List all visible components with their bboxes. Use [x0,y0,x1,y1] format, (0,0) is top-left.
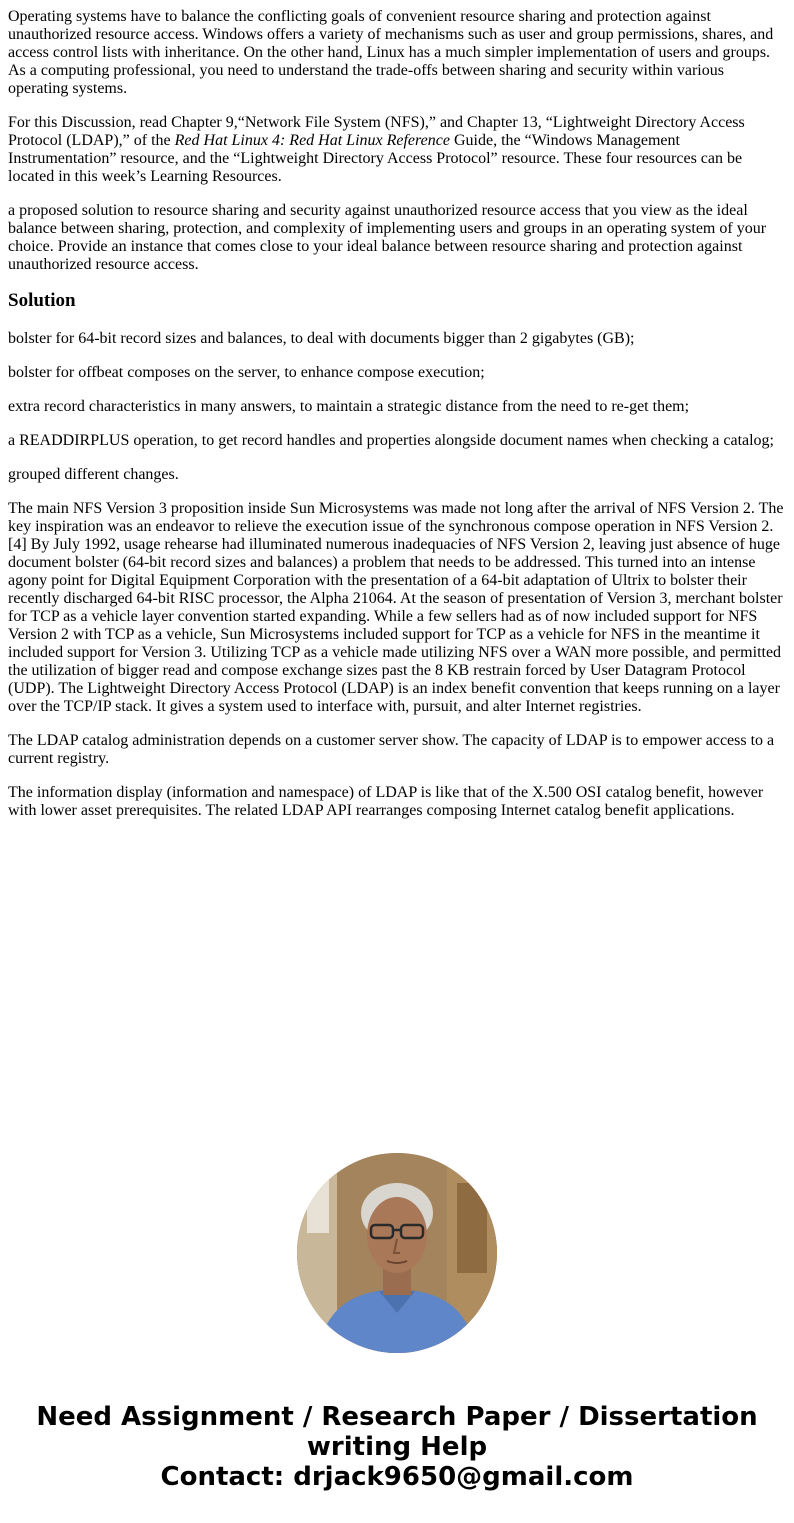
solution-paragraph: The information display (information and namespace) of LDAP is like that of the X.500 OSI catalog benefit, however with lower asset prerequisites. The related LDAP API rearranges composing Internet catalog benefit applications. [8,784,764,819]
author-avatar [297,1153,497,1353]
guide-title: Red Hat Linux 4: Red Hat Linux Reference [174,132,450,149]
banner-line-2: writing Help [306,1432,488,1462]
banner-contact-email: Contact: drjack9650@gmail.com [160,1462,634,1492]
document-body [8,8,786,836]
contact-banner [0,1402,794,1492]
question-paragraph-3: a proposed solution to resource sharing and security against unauthorized resource access that you view as the ideal balance between sharing, protection, and complexity of implementing users and groups in an operating system of your choice. Provide an instance that comes close to your ideal balance between resource sharing and protection against unauthorized resource access. [8,202,767,273]
author-portrait-icon [297,1153,497,1353]
question-paragraph-1: Operating systems have to balance the conflicting goals of convenient resource sharing and protection against unauthorized resource access. Windows offers a variety of mechanisms such as user and group permissions, shares, and access control lists with inheritance. On the other hand, Linux has a much simpler implementation of users and groups. As a computing professional, you need to understand the trade-offs between sharing and security within various operating systems. [8,8,774,97]
question-paragraph-2-text-a: For this Discussion, read Chapter 9,“Network File System (NFS),” and Chapter 13, “Lightweight Directory Access Protocol (LDAP),” of the [8,114,745,149]
solution-paragraph: bolster for 64-bit record sizes and balances, to deal with documents bigger than 2 gigabytes (GB); [8,330,635,347]
question-paragraph-2 [8,114,786,186]
solution-heading: Solution [8,290,76,311]
solution-paragraph: The main NFS Version 3 proposition inside Sun Microsystems was made not long after the arrival of NFS Version 2. The key inspiration was an endeavor to relieve the execution issue of the synchronous compose operation in NFS Version 2.[4] By July 1992, usage rehearse had illuminated numerous inadequacies of NFS Version 2, leaving just absence of huge document bolster (64-bit record sizes and balances) a problem that needs to be addressed. This turned into an intense agony point for Digital Equipment Corporation with the presentation of a 64-bit adaptation of Ultrix to bolster their recently discharged 64-bit RISC processor, the Alpha 21064. At the season of presentation of Version 3, merchant bolster for TCP as a vehicle layer convention started expanding. While a few sellers had as of now included support for NFS Version 2 with TCP as a vehicle, Sun Microsystems included support for TCP as a vehicle for NFS in the meantime it included support for Version 3. Utilizing TCP as a vehicle made utilizing NFS over a WAN more possible, and permitted the utilization of bigger read and compose exchange sizes past the 8 KB restrain forced by User Datagram Protocol (UDP). The Lightweight Directory Access Protocol (LDAP) is an index benefit convention that keeps running on a layer over the TCP/IP stack. It gives a system used to interface with, pursuit, and alter Internet registries. [8,500,784,715]
solution-paragraph: grouped different changes. [8,466,179,483]
solution-paragraph: a READDIRPLUS operation, to get record handles and properties alongside document names when checking a catalog; [8,432,774,449]
question-paragraph-2-text-b: Guide, the “Windows Management Instrumentation” resource, and the “Lightweight Directory Access Protocol” resource. These four resources can be located in this week’s Learning Resources. [8,132,743,185]
solution-paragraph: bolster for offbeat composes on the server, to enhance compose execution; [8,364,485,381]
banner-line-1: Need Assignment / Research Paper / Dissertation [36,1402,758,1432]
solution-paragraph: extra record characteristics in many answers, to maintain a strategic distance from the need to re-get them; [8,398,690,415]
solution-paragraph: The LDAP catalog administration depends on a customer server show. The capacity of LDAP is to empower access to a current registry. [8,732,775,767]
